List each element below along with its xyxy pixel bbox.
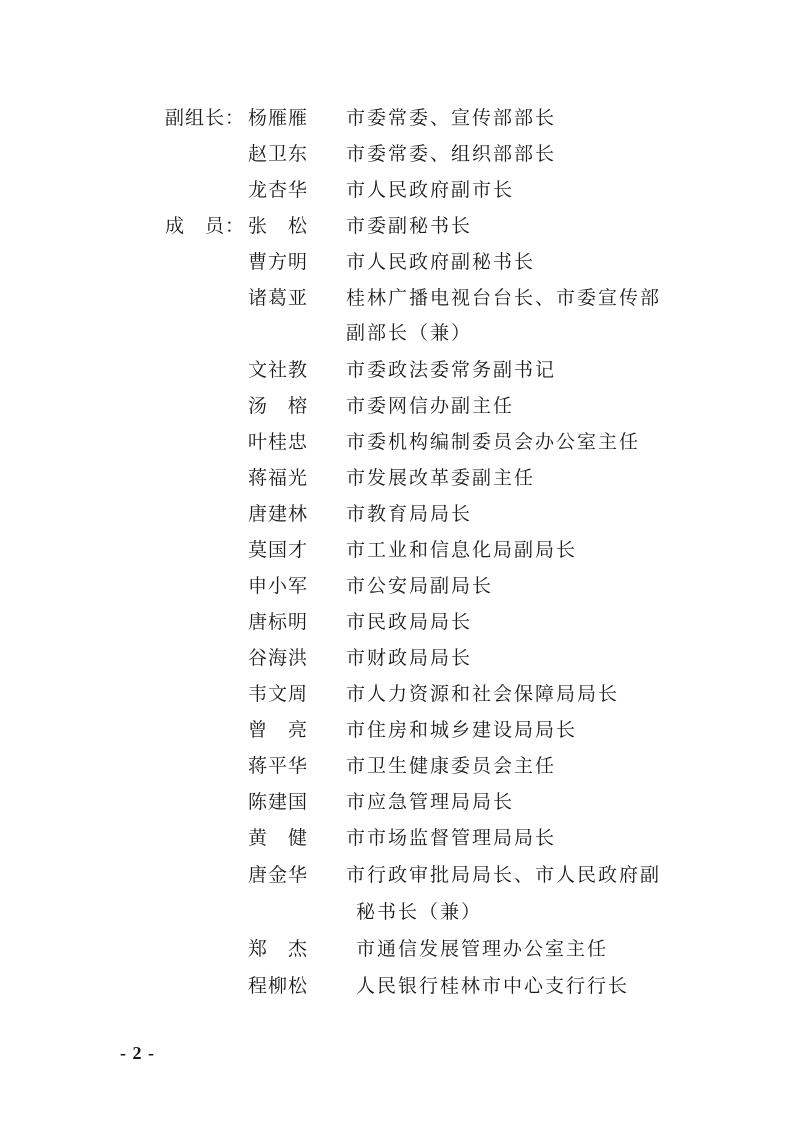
member-name: 黄 健 [248, 827, 309, 849]
page-number: - 2 - [120, 1043, 155, 1063]
member-title: 市委常委、组织部部长 [346, 143, 557, 165]
member-name: 张 松 [248, 215, 309, 237]
member-name: 叶桂忠 [248, 431, 309, 453]
member-name: 谷海洪 [248, 647, 309, 669]
member-name: 唐金华 [248, 864, 309, 886]
member-name: 韦文周 [248, 683, 309, 705]
member-name: 程柳松 [248, 975, 309, 997]
member-name: 曾 亮 [248, 719, 309, 741]
member-title: 市住房和城乡建设局局长 [346, 719, 578, 741]
member-title: 市发展改革委副主任 [346, 467, 536, 489]
member-name: 龙杏华 [248, 179, 309, 201]
member-name: 唐标明 [248, 611, 309, 633]
member-title: 市卫生健康委员会主任 [346, 755, 557, 777]
member-title: 市委政法委常务副书记 [346, 359, 557, 381]
member-name: 汤 榕 [248, 395, 309, 417]
member-title: 市公安局副局长 [346, 575, 494, 597]
member-title: 市人民政府副市长 [346, 179, 515, 201]
member-title: 市委机构编制委员会办公室主任 [346, 431, 641, 453]
member-name: 蒋福光 [248, 467, 309, 489]
member-title: 市人力资源和社会保障局局长 [346, 683, 620, 705]
member-role: 副组长： [165, 107, 246, 129]
member-title: 副部长（兼） [346, 322, 473, 344]
member-title: 市委常委、宣传部部长 [346, 107, 557, 129]
member-name: 蒋平华 [248, 755, 309, 777]
member-role: 成 员： [165, 215, 246, 237]
member-title: 市通信发展管理办公室主任 [356, 938, 609, 960]
member-name: 唐建林 [248, 503, 309, 525]
member-title: 桂林广播电视台台长、市委宣传部 [346, 287, 662, 309]
member-name: 文社教 [248, 359, 309, 381]
member-name: 陈建国 [248, 791, 309, 813]
member-title: 市应急管理局局长 [346, 791, 515, 813]
member-name: 杨雁雁 [248, 107, 309, 129]
member-title: 市行政审批局局长、市人民政府副 [346, 864, 662, 886]
member-title: 市教育局局长 [346, 503, 473, 525]
member-name: 申小军 [248, 575, 309, 597]
member-name: 赵卫东 [248, 143, 309, 165]
member-title: 市民政局局长 [346, 611, 473, 633]
member-name: 郑 杰 [248, 938, 309, 960]
member-name: 诸葛亚 [248, 287, 309, 309]
member-title: 市人民政府副秘书长 [346, 251, 536, 273]
member-name: 曹方明 [248, 251, 309, 273]
member-title: 市委副秘书长 [346, 215, 473, 237]
member-title: 人民银行桂林市中心支行行长 [356, 975, 630, 997]
member-title: 市委网信办副主任 [346, 395, 515, 417]
member-title: 市市场监督管理局局长 [346, 827, 557, 849]
member-title: 秘书长（兼） [356, 901, 483, 923]
member-name: 莫国才 [248, 539, 309, 561]
member-title: 市财政局局长 [346, 647, 473, 669]
member-title: 市工业和信息化局副局长 [346, 539, 578, 561]
